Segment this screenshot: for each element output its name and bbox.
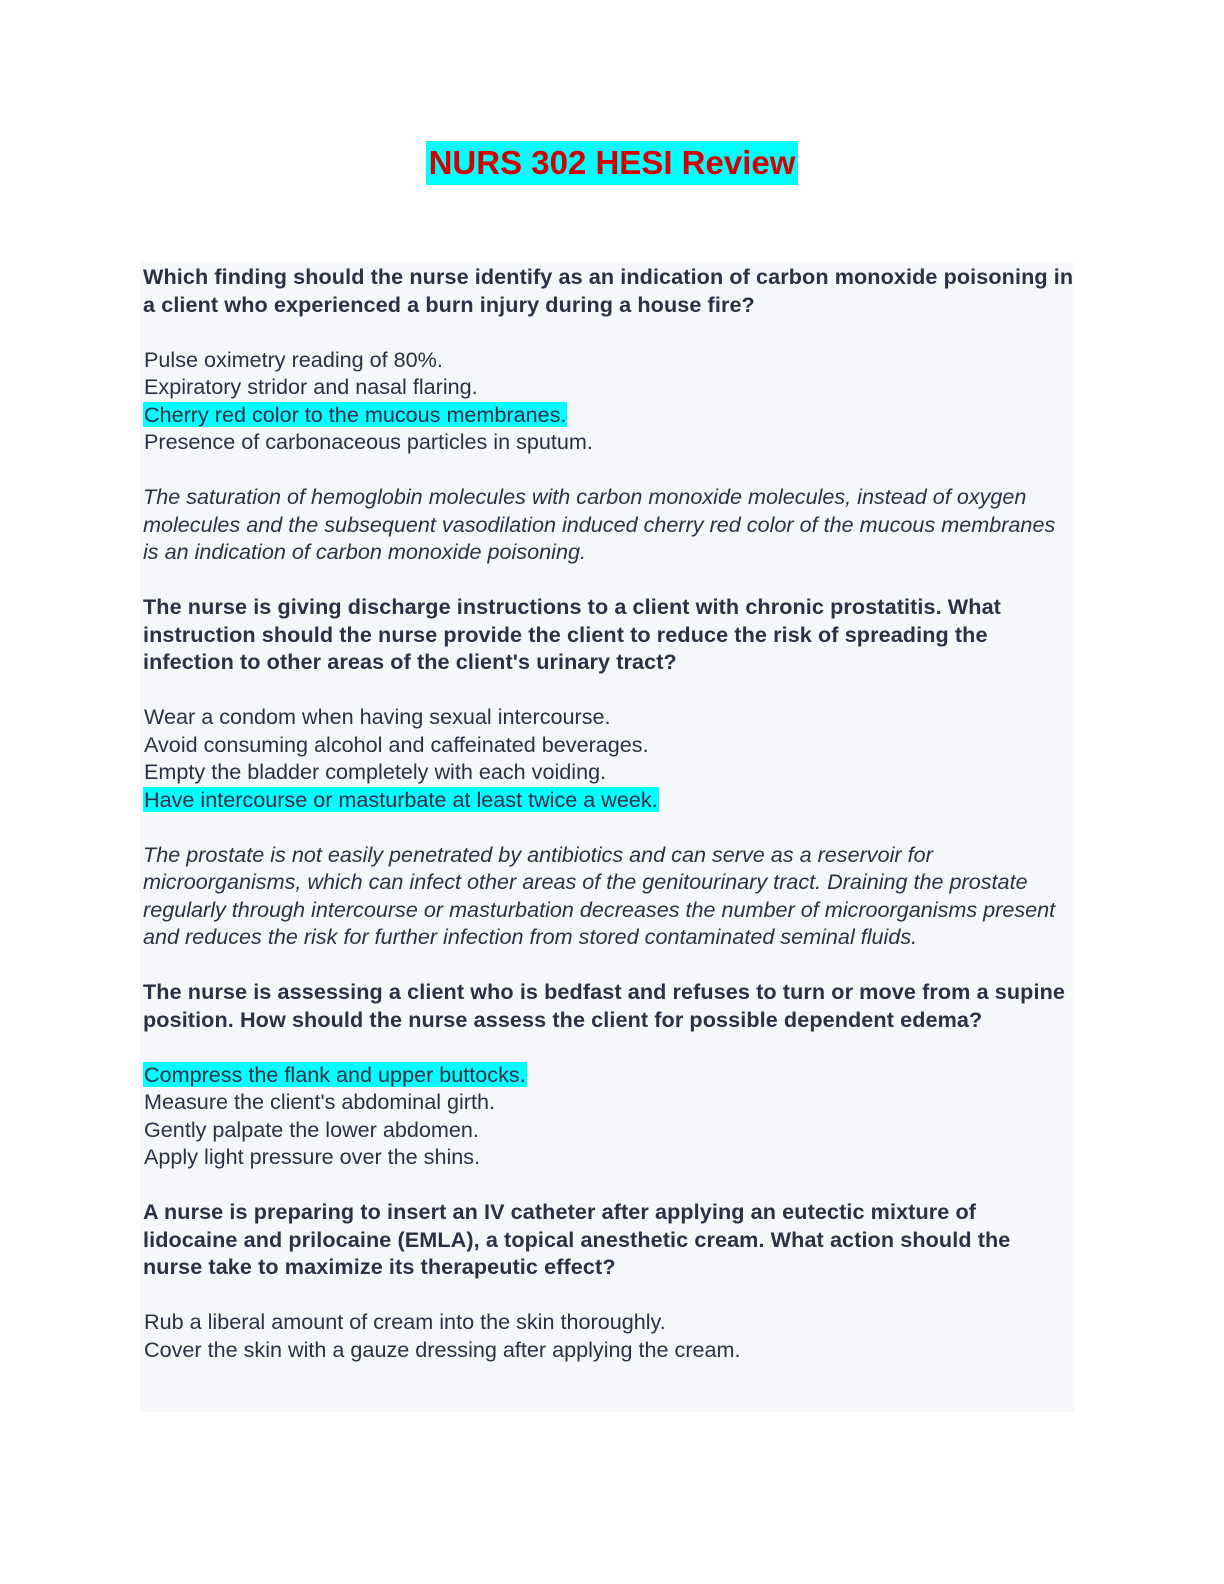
answer-options: [143, 1308, 1074, 1363]
answer-option-text: Empty the bladder completely with each voiding.: [144, 759, 607, 784]
answer-option-text: Wear a condom when having sexual intercourse.: [144, 704, 611, 729]
correct-answer-option: [143, 1061, 1074, 1089]
answer-option-text: Measure the client's abdominal girth.: [144, 1089, 496, 1114]
rationale-text: The prostate is not easily penetrated by antibiotics and can serve as a reservoir for microorganisms, which can infect other areas of the genitourinary tract. Draining the prostate regularly through intercourse or masturbation decreases the number of microorganisms present and reduces the risk for further infection from stored contaminated seminal fluids.: [143, 841, 1056, 949]
correct-answer-text: Cherry red color to the mucous membranes.: [144, 401, 567, 427]
answer-option-text: Expiratory stridor and nasal flaring.: [144, 374, 478, 399]
answer-options: [143, 1061, 1074, 1171]
answer-option-text: Apply light pressure over the shins.: [144, 1144, 481, 1169]
answer-option: [143, 703, 1074, 731]
question-text: The nurse is giving discharge instructions to a client with chronic prostatitis. What instruction should the nurse provide the client to reduce the risk of spreading the infection to other areas of the client's urinary tract?: [143, 594, 1001, 674]
question-text: Which finding should the nurse identify as an indication of carbon monoxide poisoning in a client who experienced a burn injury during a house fire?: [143, 264, 1074, 317]
answer-option-text: Avoid consuming alcohol and caffeinated beverages.: [144, 731, 649, 757]
question-text: A nurse is preparing to insert an IV catheter after applying an eutectic mixture of lidocaine and prilocaine (EMLA), a topical anesthetic cream. What action should the nurse take to maximize its therapeutic effect?: [143, 1199, 1011, 1279]
answer-option: [143, 731, 1074, 759]
document-title: NURS 302 HESI Review: [426, 141, 799, 185]
answer-option: [143, 1088, 1074, 1116]
answer-option: [143, 1143, 1074, 1171]
answer-option: [143, 346, 1074, 374]
answer-option-text: Cover the skin with a gauze dressing after applying the cream.: [144, 1336, 741, 1362]
correct-answer-text: Have intercourse or masturbate at least twice a week.: [144, 786, 658, 812]
answer-option: [143, 1308, 1074, 1336]
correct-answer-option: [143, 401, 1074, 429]
answer-option: [143, 428, 1074, 456]
answer-options: [143, 346, 1074, 456]
correct-answer-text: Compress the flank and upper buttocks.: [144, 1061, 526, 1087]
answer-option-text: Presence of carbonaceous particles in sputum.: [144, 429, 593, 454]
answer-option: [143, 1116, 1074, 1144]
answer-option-text: Gently palpate the lower abdomen.: [144, 1116, 479, 1142]
question-panel: [140, 262, 1074, 1412]
answer-option-text: Pulse oximetry reading of 80%.: [144, 346, 443, 372]
answer-options: [143, 703, 1074, 813]
answer-option: [143, 758, 1074, 786]
question-text: The nurse is assessing a client who is bedfast and refuses to turn or move from a supine position. How should the nurse assess the client for possible dependent edema?: [143, 979, 1065, 1032]
answer-option: [143, 1336, 1074, 1364]
answer-option-text: Rub a liberal amount of cream into the skin thoroughly.: [144, 1309, 666, 1334]
correct-answer-option: [143, 786, 1074, 814]
title-wrap: [0, 141, 1224, 185]
answer-option: [143, 373, 1074, 401]
rationale-text: The saturation of hemoglobin molecules with carbon monoxide molecules, instead of oxygen molecules and the subsequent vasodilation induced cherry red color of the mucous membranes is an indication of carbon monoxide poisoning.: [143, 484, 1056, 564]
